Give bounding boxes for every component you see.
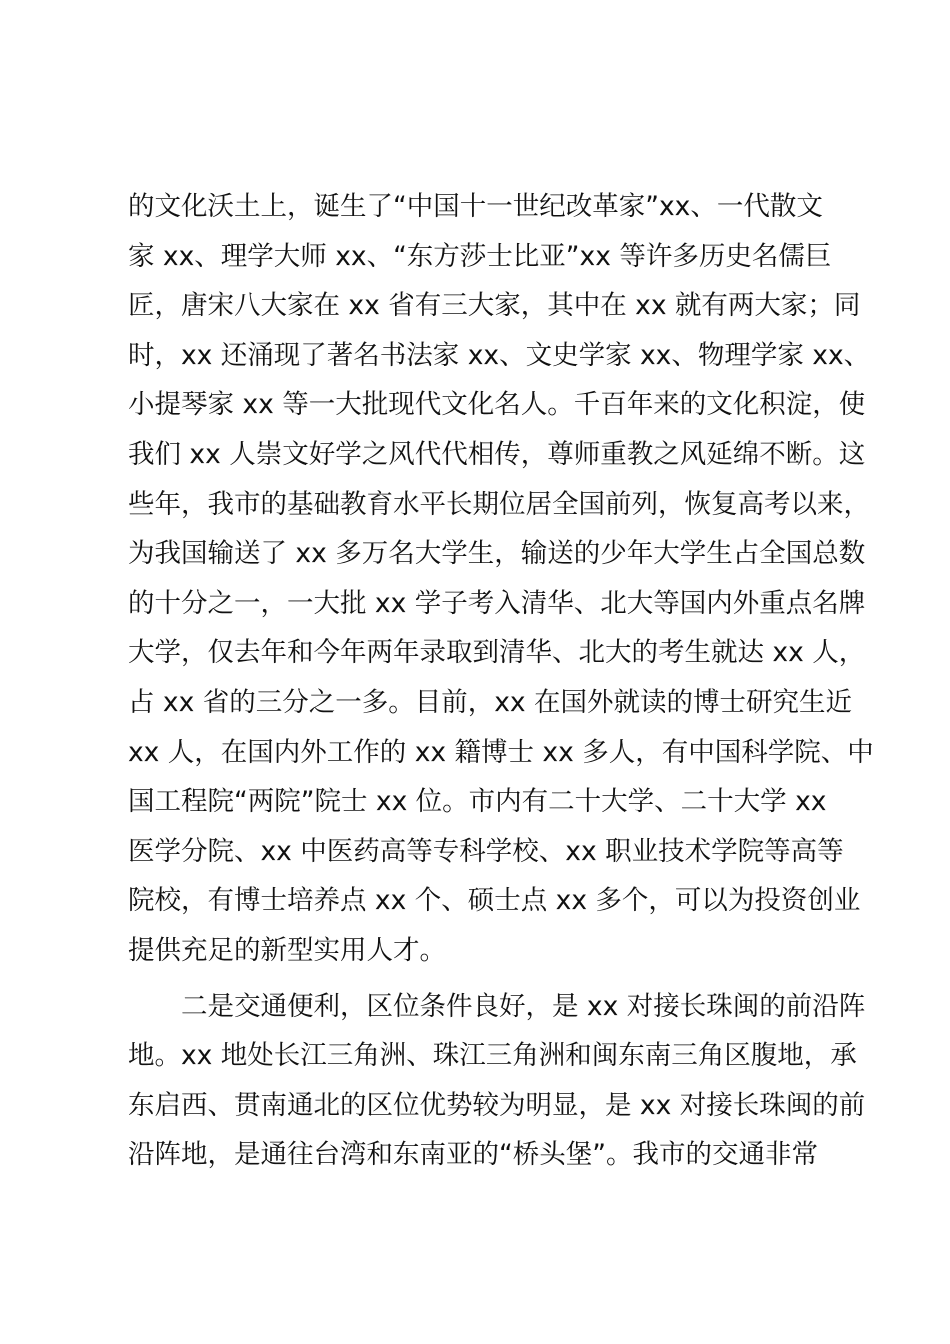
text-line: 些年，我市的基础教育水平长期位居全国前列，恢复高考以来， [128,488,870,520]
text-line: 医学分院、xx 中医药高等专科学校、xx 职业技术学院等高等 [128,835,844,867]
text-line: 沿阵地，是通往台湾和东南亚的“桥头堡”。我市的交通非常 [128,1139,818,1171]
text-line: 小提琴家 xx 等一大批现代文化名人。千百年来的文化积淀，使 [128,389,866,421]
text-line: 国工程院“两院”院士 xx 位。市内有二十大学、二十大学 xx [128,786,827,818]
text-line: 提供充足的新型实用人才。 [128,934,446,966]
text-line: 占 xx 省的三分之一多。目前，xx 在国外就读的博士研究生近 [128,686,853,718]
text-line: 地。xx 地处长江三角洲、珠江三角洲和闽东南三角区腹地，承 [128,1040,857,1072]
text-line: 我们 xx 人崇文好学之风代代相传，尊师重教之风延绵不断。这 [128,438,866,470]
text-line: xx 人，在国内外工作的 xx 籍博士 xx 多人，有中国科学院、中 [128,736,874,768]
text-line: 匠，唐宋八大家在 xx 省有三大家，其中在 xx 就有两大家；同 [128,290,861,322]
text-line: 的文化沃土上，诞生了“中国十一世纪改革家”xx、一代散文 [128,191,823,222]
paragraph-start-line: 二是交通便利，区位条件良好，是 xx 对接长珠闽的前沿阵 [181,990,866,1022]
text-line: 的十分之一，一大批 xx 学子考入清华、北大等国内外重点名牌 [128,587,866,619]
text-line: 时，xx 还涌现了著名书法家 xx、文史学家 xx、物理学家 xx、 [128,339,871,371]
body-text [128,182,874,1180]
text-line: 为我国输送了 xx 多万名大学生，输送的少年大学生占全国总数 [128,538,866,570]
text-line: 东启西、贯南通北的区位优势较为明显，是 xx 对接长珠闽的前 [128,1089,866,1121]
text-line: 院校，有博士培养点 xx 个、硕士点 xx 多个，可以为投资创业 [128,885,861,917]
text-line: 大学，仅去年和今年两年录取到清华、北大的考生就达 xx 人， [128,637,866,669]
text-line: 家 xx、理学大师 xx、“东方莎士比亚”xx 等许多历史名儒巨 [128,240,832,272]
